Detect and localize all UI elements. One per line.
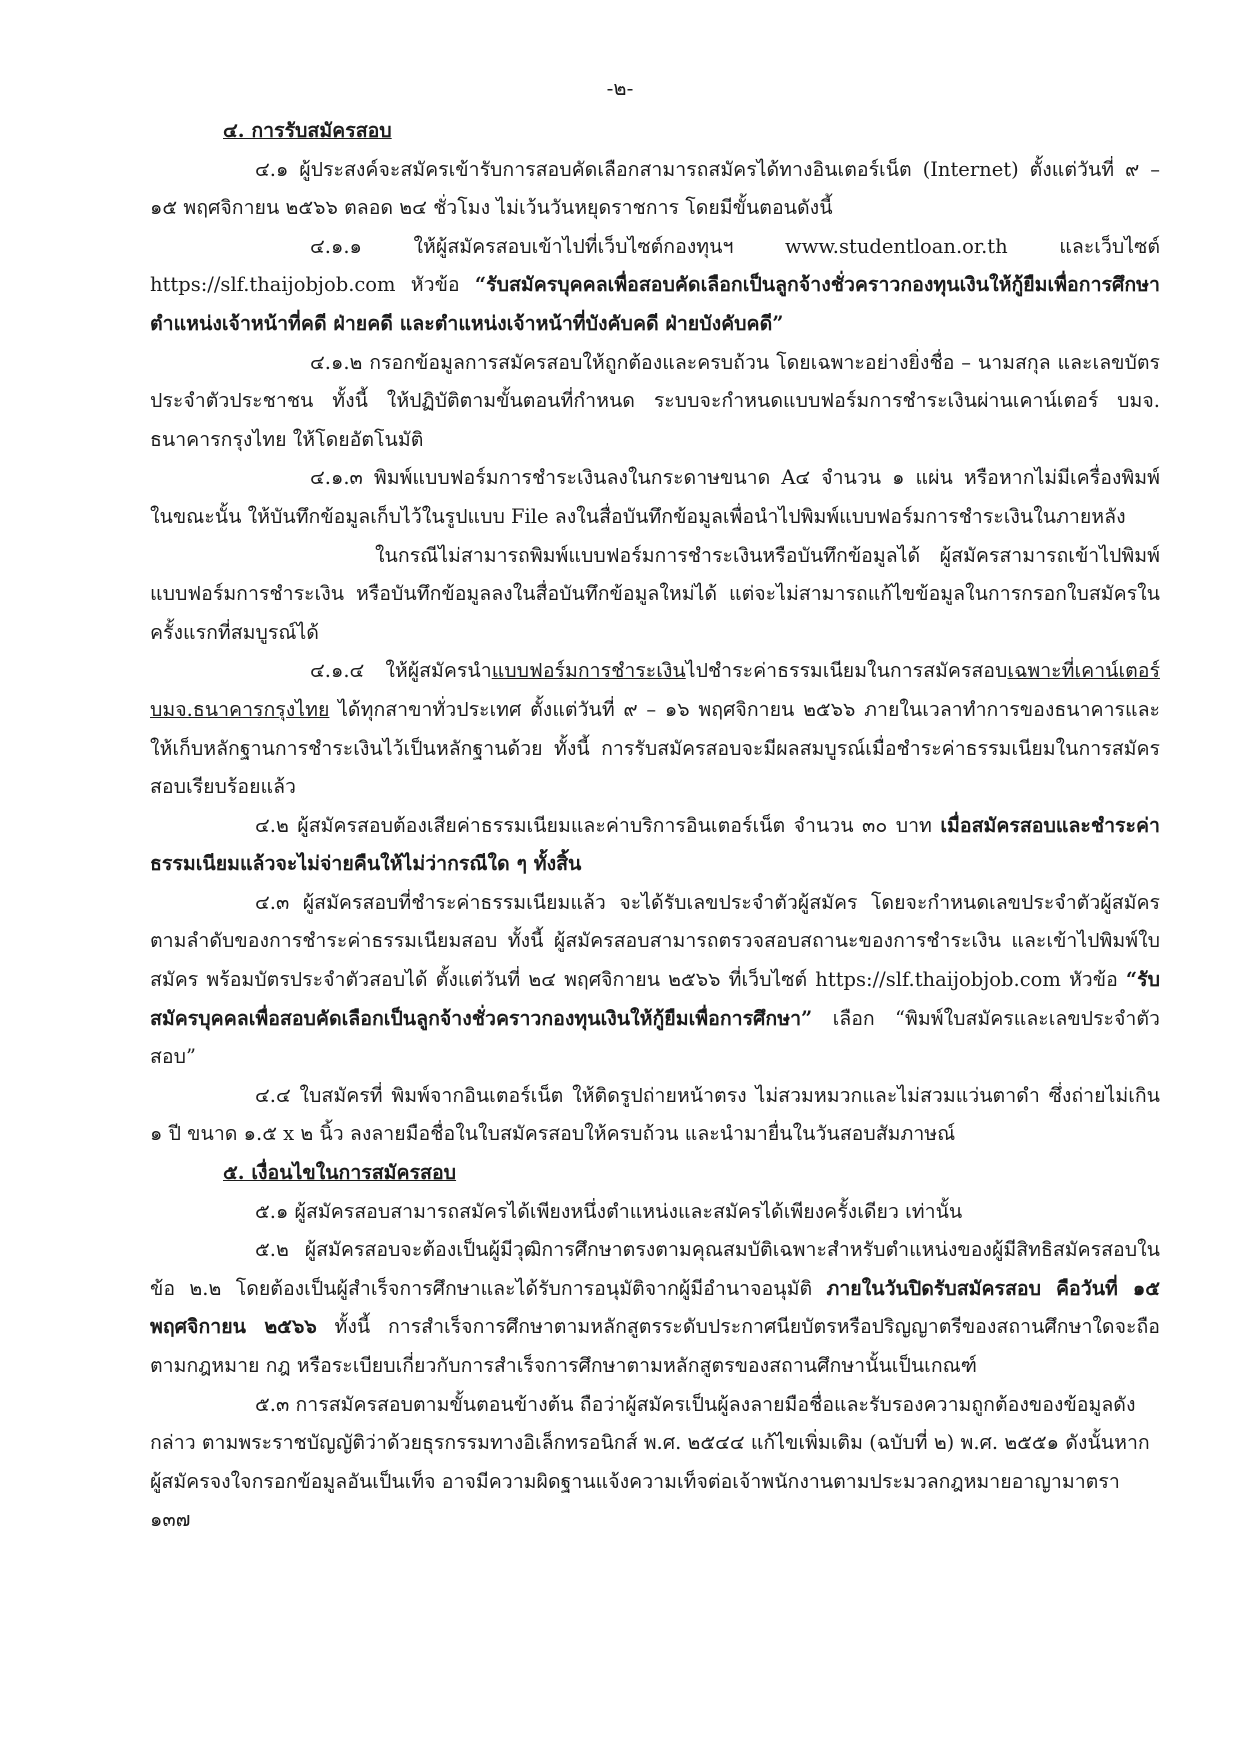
paragraph-4-4: ๔.๔ ใบสมัครที่ พิมพ์จากอินเตอร์เน็ต ให้ติดรูปถ่ายหน้าตรง ไม่สวมหมวกและไม่สวมแว่นตาดำ ซึ่งถ่ายไม่เกิน ๑ ปี ขนาด ๑.๕ x ๒ นิ้ว ลงลายมือชื่อในใบสมัครสอบให้ครบถ้วน และนำมายื่นในวันสอบสัมภาษณ์ (150, 1083, 1160, 1146)
page-number: -๒- (606, 76, 634, 100)
paragraph-4-1-4-text-b: ไปชำระค่าธรรมเนียมในการสมัครสอบ (685, 659, 1008, 683)
paragraph-5-2-text-a: ๕.๒ ผู้สมัครสอบจะต้องเป็นผู้มีวุฒิการศึกษาตรงตามคุณสมบัติเฉพาะสำหรับตำแหน่งของผู้มีสิทธิสมัครสอบในข้อ ๒.๒ โดยต้องเป็นผู้สำเร็จการศึกษาและได้รับการอนุมัติจากผู้มีอำนาจอนุมัติ (150, 1238, 1160, 1300)
paragraph-5-3: ๕.๓ การสมัครสอบตามขั้นตอนข้างต้น ถือว่าผู้สมัครเป็นผู้ลงลายมือชื่อและรับรองความถูกต้องของข้อมูลดังกล่าว ตามพระราชบัญญัติว่าด้วยธุรกรรมทางอิเล็กทรอนิกส์ พ.ศ. ๒๕๔๔ แก้ไขเพิ่มเติม (ฉบับที่ ๒) พ.ศ. ๒๕๕๑ ดังนั้นหากผู้สมัครจงใจกรอกข้อมูลอันเป็นเท็จ อาจมีความผิดฐานแจ้งความเท็จต่อเจ้าพนักงานตามประมวลกฎหมายอาญามาตรา ๑๓๗ (150, 1392, 1150, 1532)
paragraph-5-2 (150, 1231, 1160, 1385)
document-body (150, 112, 1160, 1540)
paragraph-4-2-bold: เมื่อสมัครสอบและชำระค่าธรรมเนียมแล้วจะไม่จ่ายคืนให้ไม่ว่ากรณีใด ๆ ทั้งสิ้น (150, 813, 1160, 876)
paragraph-4-1-3-case: ในกรณีไม่สามารถพิมพ์แบบฟอร์มการชำระเงินหรือบันทึกข้อมูลได้ ผู้สมัครสามารถเข้าไปพิมพ์แบบฟอร์มการชำระเงิน หรือบันทึกข้อมูลลงในสื่อบันทึกข้อมูลใหม่ได้ แต่จะไม่สามารถแก้ไขข้อมูลในการกรอกใบสมัครในครั้งแรกที่สมบูรณ์ได้ (150, 543, 1160, 644)
paragraph-4-1-2: ๔.๑.๒ กรอกข้อมูลการสมัครสอบให้ถูกต้องและครบถ้วน โดยเฉพาะอย่างยิ่งชื่อ – นามสกุล และเลขบัตรประจำตัวประชาชน ทั้งนี้ ให้ปฏิบัติตามขั้นตอนที่กำหนด ระบบจะกำหนดแบบฟอร์มการชำระเงินผ่านเคาน์เตอร์ บมจ. ธนาคารกรุงไทย ให้โดยอัตโนมัติ (150, 350, 1160, 451)
paragraph-4-2-text: ๔.๒ ผู้สมัครสอบต้องเสียค่าธรรมเนียมและค่าบริการอินเตอร์เน็ต จำนวน ๓๐ บาท (255, 813, 941, 837)
paragraph-5-2-text-c: ทั้งนี้ การสำเร็จการศึกษาตามหลักสูตรระดับประกาศนียบัตรหรือปริญญาตรีของสถานศึกษาใดจะถือตามกฎหมาย กฎ หรือระเบียบเกี่ยวกับการสำเร็จการศึกษาตามหลักสูตรของสถานศึกษานั้นเป็นเกณฑ์ (150, 1315, 1160, 1377)
paragraph-4-3-text-a: ๔.๓ ผู้สมัครสอบที่ชำระค่าธรรมเนียมแล้ว จะได้รับเลขประจำตัวผู้สมัคร โดยจะกำหนดเลขประจำตัวผู้สมัครตามลำดับของการชำระค่าธรรมเนียมสอบ ทั้งนี้ ผู้สมัครสอบสามารถตรวจสอบสถานะของการชำระเงิน และเข้าไปพิมพ์ใบสมัคร พร้อมบัตรประจำตัวสอบได้ ตั้งแต่วันที่ ๒๔ พฤศจิกายน ๒๕๖๖ ที่เว็บไซต์ https://slf.thaijobjob.com หัวข้อ (150, 890, 1160, 992)
section-4-heading: ๔. การรับสมัครสอบ (223, 119, 392, 142)
paragraph-4-1-4-text-a: ๔.๑.๔ ให้ผู้สมัครนำ (310, 659, 492, 683)
counter-krungthai-underlined: เฉพาะที่เคาน์เตอร์ บมจ.ธนาคารกรุงไทย (150, 659, 1160, 721)
paragraph-5-1: ๕.๑ ผู้สมัครสอบสามารถสมัครได้เพียงหนึ่งตำแหน่งและสมัครได้เพียงครั้งเดียว เท่านั้น (255, 1199, 963, 1223)
paragraph-4-1-3: ๔.๑.๓ พิมพ์แบบฟอร์มการชำระเงินลงในกระดาษขนาด A๔ จำนวน ๑ แผ่น หรือหากไม่มีเครื่องพิมพ์ ในขณะนั้น ให้บันทึกข้อมูลเก็บไว้ในรูปแบบ File ลงในสื่อบันทึกข้อมูลเพื่อนำไปพิมพ์แบบฟอร์มการชำระเงินในภายหลัง (150, 466, 1160, 528)
paragraph-4-3-topic: “รับสมัครบุคคลเพื่อสอบคัดเลือกเป็นลูกจ้างชั่วคราวกองทุนเงินให้กู้ยืมเพื่อการศึกษา” (150, 968, 1160, 1030)
paragraph-4-1: ๔.๑ ผู้ประสงค์จะสมัครเข้ารับการสอบคัดเลือกสามารถสมัครได้ทางอินเตอร์เน็ต (Internet) ตั้งแต่วันที่ ๙ – ๑๕ พฤศจิกายน ๒๕๖๖ ตลอด ๒๔ ชั่วโมง ไม่เว้นวันหยุดราชการ โดยมีขั้นตอนดังนี้ (150, 157, 1160, 220)
paragraph-4-1-1-text: ๔.๑.๑ ให้ผู้สมัครสอบเข้าไปที่เว็บไซต์กองทุนฯ www.studentloan.or.th และเว็บไซต์ https://slf.thaijobjob.com หัวข้อ (150, 234, 1160, 297)
paragraph-4-3 (150, 884, 1160, 1077)
paragraph-4-3-text-c: เลือก “พิมพ์ใบสมัครและเลขประจำตัวสอบ” (150, 1006, 1160, 1069)
paragraph-4-1-4 (150, 652, 1160, 806)
paragraph-4-1-4-text-c: ได้ทุกสาขาทั่วประเทศ ตั้งแต่วันที่ ๙ – ๑๖ พฤศจิกายน ๒๕๖๖ ภายในเวลาทำการของธนาคารและให้เก็บหลักฐานการชำระเงินไว้เป็นหลักฐานด้วย ทั้งนี้ การรับสมัครสอบจะมีผลสมบูรณ์เมื่อชำระค่าธรรมเนียมในการสมัครสอบเรียบร้อยแล้ว (150, 697, 1160, 799)
paragraph-4-1-1-topic: “รับสมัครบุคคลเพื่อสอบคัดเลือกเป็นลูกจ้างชั่วคราวกองทุนเงินให้กู้ยืมเพื่อการศึกษา ตำแหน่งเจ้าหน้าที่คดี ฝ่ายคดี และตำแหน่งเจ้าหน้าที่บังคับคดี ฝ่ายบังคับคดี” (150, 273, 1160, 335)
paragraph-4-1-1 (150, 228, 1160, 344)
payment-form-underlined: แบบฟอร์มการชำระเงิน (491, 659, 686, 683)
paragraph-5-2-deadline: ภายในวันปิดรับสมัครสอบ คือวันที่ ๑๕ พฤศจิกายน ๒๕๖๖ (150, 1276, 1160, 1339)
section-5-heading: ๕. เงื่อนไขในการสมัครสอบ (223, 1161, 457, 1185)
paragraph-4-2 (150, 807, 1160, 884)
